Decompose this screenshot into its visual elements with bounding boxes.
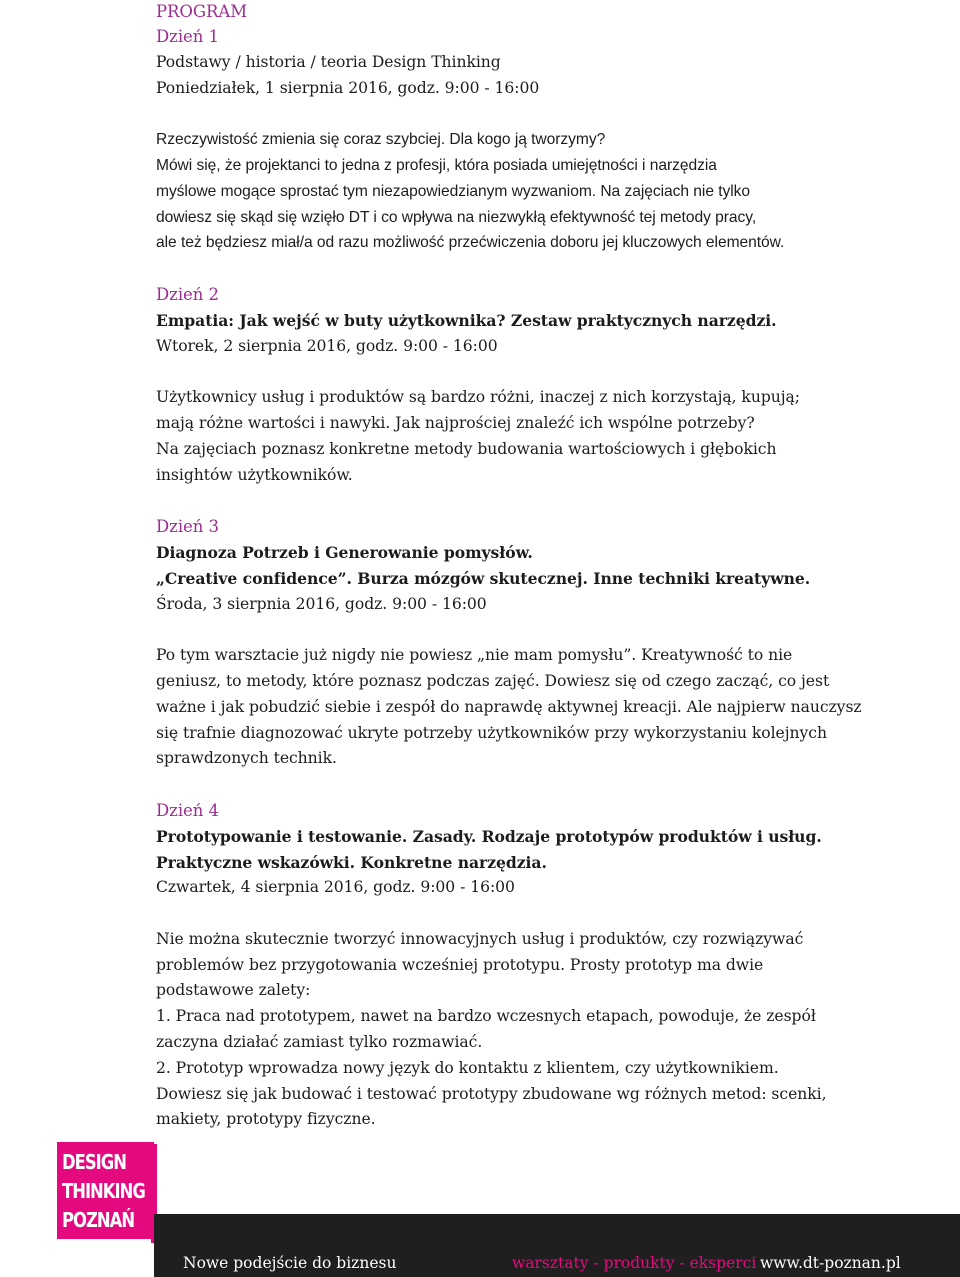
day-body-line: ale też będziesz miał/a od razu możliwość przećwiczenia doboru jej kluczowych elementów. — [156, 234, 785, 252]
program-heading: PROGRAM — [156, 2, 248, 21]
footer-website-link[interactable]: www.dt-poznan.pl — [760, 1254, 901, 1272]
day-date: Środa, 3 sierpnia 2016, godz. 9:00 - 16:00 — [156, 594, 487, 613]
footer-tagline: Nowe podejście do biznesu — [183, 1254, 397, 1272]
logo-line: POZNAŃ — [62, 1208, 135, 1232]
day-label: Dzień 1 — [156, 27, 219, 46]
day-title: Praktyczne wskazówki. Konkretne narzędzia. — [156, 852, 547, 872]
day-body-line: myślowe mogące sprostać tym niezapowiedzianym wyzwaniom. Na zajęciach nie tylko — [156, 182, 751, 200]
logo-text — [62, 1148, 145, 1235]
day-label: Dzień 4 — [156, 800, 219, 820]
day-body-line: makiety, prototypy fizyczne. — [156, 1110, 376, 1129]
day-body-line: dowiesz się skąd się wzięło DT i co wpływa na niezwykłą efektywność tej metody pracy, — [156, 208, 757, 226]
footer-bar — [154, 1214, 960, 1277]
day-body-line: się trafnie diagnozować ukryte potrzeby użytkowników przy wykorzystaniu kolejnych — [156, 723, 827, 742]
day-body-line: Na zajęciach poznasz konkretne metody budowania wartościowych i głębokich — [156, 439, 777, 458]
day-section-3 — [156, 514, 946, 772]
day-body-line: problemów bez przygotowania wcześniej prototypu. Prosty prototyp ma dwie — [156, 955, 764, 974]
program-content — [156, 0, 946, 1133]
footer-offer: warsztaty - produkty - eksperci — [512, 1254, 757, 1272]
day-title: Empatia: Jak wejść w buty użytkownika? Zestaw praktycznych narzędzi. — [156, 310, 777, 330]
day-label: Dzień 2 — [156, 284, 219, 304]
logo-line: THINKING — [62, 1179, 145, 1203]
day-date: Poniedziałek, 1 sierpnia 2016, godz. 9:00 - 16:00 — [156, 78, 540, 97]
day-date: Czwartek, 4 sierpnia 2016, godz. 9:00 - 16:00 — [156, 878, 515, 897]
day-title: Diagnoza Potrzeb i Generowanie pomysłów. — [156, 542, 533, 562]
day-section-2 — [156, 282, 946, 488]
day-body-line: Rzeczywistość zmienia się coraz szybciej. Dla kogo ją tworzymy? — [156, 131, 606, 149]
day-section-1 — [156, 24, 946, 256]
day-body-line: 2. Prototyp wprowadza nowy język do kontaktu z klientem, czy użytkownikiem. — [156, 1058, 779, 1077]
day-body-line: geniusz, to metody, które poznasz podczas zajęć. Dowiesz się od czego zacząć, co jest — [156, 671, 830, 690]
day-body-line: Użytkownicy usług i produktów są bardzo różni, inaczej z nich korzystają, kupują; — [156, 388, 800, 407]
day-body-line: Mówi się, że projektanci to jedna z profesji, która posiada umiejętności i narzędzia — [156, 156, 717, 174]
design-thinking-poznan-logo — [57, 1142, 154, 1239]
day-title: Podstawy / historia / teoria Design Thinking — [156, 52, 501, 71]
day-body-line: sprawdzonych technik. — [156, 749, 337, 768]
day-body-line: Po tym warsztacie już nigdy nie powiesz „nie mam pomysłu”. Kreatywność to nie — [156, 646, 793, 665]
day-body-line: ważne i jak pobudzić siebie i zespół do naprawdę aktywnej kreacji. Ale najpierw nauczysz — [156, 697, 862, 716]
day-section-4 — [156, 798, 946, 1133]
day-body-line: 1. Praca nad prototypem, nawet na bardzo wczesnych etapach, powoduje, że zespół — [156, 1007, 816, 1026]
day-body-line: zaczyna działać zamiast tylko rozmawiać. — [156, 1033, 483, 1052]
day-date: Wtorek, 2 sierpnia 2016, godz. 9:00 - 16:00 — [156, 336, 498, 355]
day-body-line: insightów użytkowników. — [156, 465, 353, 484]
logo-line: DESIGN — [62, 1150, 127, 1174]
day-label: Dzień 3 — [156, 517, 219, 537]
day-body-line: mają różne wartości i nawyki. Jak najprościej znaleźć ich wspólne potrzeby? — [156, 413, 755, 432]
day-body-line: Dowiesz się jak budować i testować prototypy zbudowane wg różnych metod: scenki, — [156, 1084, 827, 1103]
day-body-line: podstawowe zalety: — [156, 981, 311, 1000]
day-body-line: Nie można skutecznie tworzyć innowacyjnych usług i produktów, czy rozwiązywać — [156, 929, 804, 948]
day-title: „Creative confidence”. Burza mózgów skutecznej. Inne techniki kreatywne. — [156, 568, 811, 588]
day-title: Prototypowanie i testowanie. Zasady. Rodzaje prototypów produktów i usług. — [156, 826, 822, 846]
